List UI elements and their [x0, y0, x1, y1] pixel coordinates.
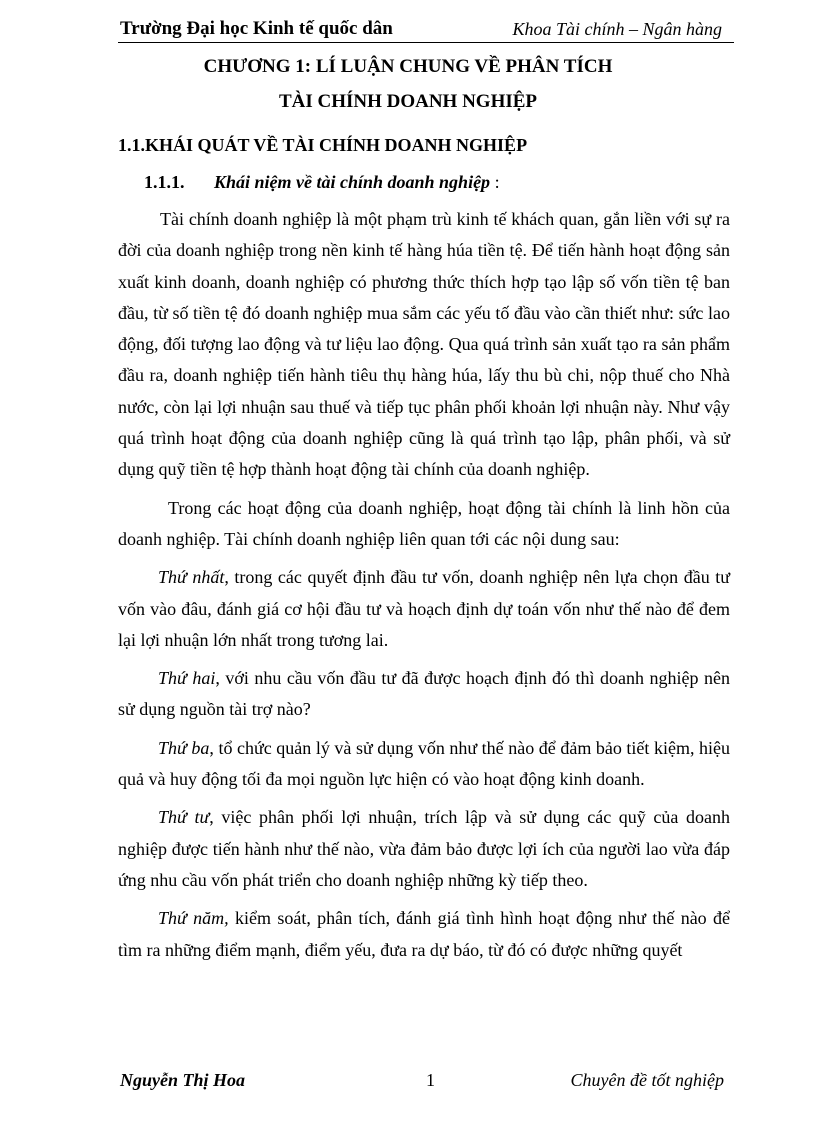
lead-fourth: Thứ tư	[158, 807, 210, 828]
lead-first: Thứ nhất	[158, 567, 225, 588]
paragraph-fourth-point	[118, 802, 730, 896]
footer-document-type: Chuyên đề tốt nghiệp	[570, 1070, 724, 1090]
page-header	[118, 16, 734, 43]
lead-third: Thứ ba	[158, 737, 210, 758]
section-heading: 1.1.KHÁI QUÁT VỀ TÀI CHÍNH DOANH NGHIỆP	[118, 135, 528, 155]
text-third: , tổ chức quản lý và sử dụng vốn như thế nào để đảm bảo tiết kiệm, hiệu quả và huy động tối đa mọi nguồn lực hiện có vào hoạt động kinh doanh.	[118, 737, 731, 790]
footer-author: Nguyễn Thị Hoa	[120, 1070, 246, 1090]
text-second: , với nhu cầu vốn đầu tư đã được hoạch định đó thì doanh nghiệp nên sử dụng nguồn tài trợ nào?	[118, 668, 730, 720]
chapter-title-line1: CHƯƠNG 1: LÍ LUẬN CHUNG VỀ PHÂN TÍCH	[203, 56, 613, 77]
text-first: , trong các quyết định đầu tư vốn, doanh nghiệp nên lựa chọn đầu tư vốn vào đâu, đánh giá cơ hội đầu tư và hoạch định dự toán vốn như thế nào để đem lại lợi nhuận lớn nhất trong tương lai.	[118, 567, 730, 650]
body-text	[118, 204, 730, 966]
paragraph-third-point	[118, 733, 730, 796]
text-fourth: , việc phân phối lợi nhuận, trích lập và sử dụng các quỹ của doanh nghiệp được tiến hành như thế nào, vừa đảm bảo được lợi ích của người lao vừa đáp ứng nhu cầu vốn phát triển cho doanh nghiệp những kỳ tiếp theo.	[118, 807, 730, 890]
subsection-number: 1.1.1.	[144, 172, 185, 192]
paragraph-definition: Tài chính doanh nghiệp là một phạm trù kinh tế khách quan, gắn liền với sự ra đời của doanh nghiệp trong nền kinh tế hàng húa tiền tệ. Để tiến hành hoạt động sản xuất kinh doanh, doanh nghiệp có phương thức thích hợp tạo lập số vốn tiền tệ ban đầu, từ số tiền tệ đó doanh nghiệp mua sắm các yếu tố đầu vào cần thiết như: sức lao động, đối tượng lao động và tư liệu lao động. Qua quá trình sản xuất tạo ra sản phẩm đầu ra, doanh nghiệp tiến hành tiêu thụ hàng húa, lấy thu bù chi, nộp thuế cho Nhà nước, còn lại lợi nhuận sau thuế và tiếp tục phân phối khoản lợi nhuận này. Như vậy quá trình hoạt động của doanh nghiệp cũng là quá trình tạo lập, phân phối, và sử dụng quỹ tiền tệ hợp thành hoạt động tài chính của doanh nghiệp.	[118, 209, 730, 480]
lead-second: Thứ hai	[158, 668, 216, 689]
chapter-title-line2: TÀI CHÍNH DOANH NGHIỆP	[278, 91, 538, 112]
page-footer	[118, 1070, 734, 1096]
paragraph-second-point	[118, 663, 730, 726]
page-number: 1	[426, 1070, 435, 1090]
paragraph-intro: Trong các hoạt động của doanh nghiệp, hoạt động tài chính là linh hồn của doanh nghiệp. Tài chính doanh nghiệp liên quan tới các nội dung sau:	[118, 497, 730, 549]
paragraph-first-point	[118, 562, 730, 656]
subsection-title: Khái niệm về tài chính doanh nghiệp	[214, 172, 491, 192]
header-faculty: Khoa Tài chính – Ngân hàng	[512, 19, 722, 39]
paragraph-fifth-point	[118, 903, 730, 966]
subsection-heading	[144, 172, 500, 193]
subsection-colon: :	[490, 172, 500, 192]
text-fifth: kiểm soát, phân tích, đánh giá tình hình hoạt động như thế nào để tìm ra những điểm mạnh, điểm yếu, đưa ra dự báo, từ đó có được những quyết	[118, 908, 731, 960]
header-university: Trường Đại học Kinh tế quốc dân	[120, 18, 393, 39]
lead-fifth: Thứ năm,	[158, 908, 229, 929]
